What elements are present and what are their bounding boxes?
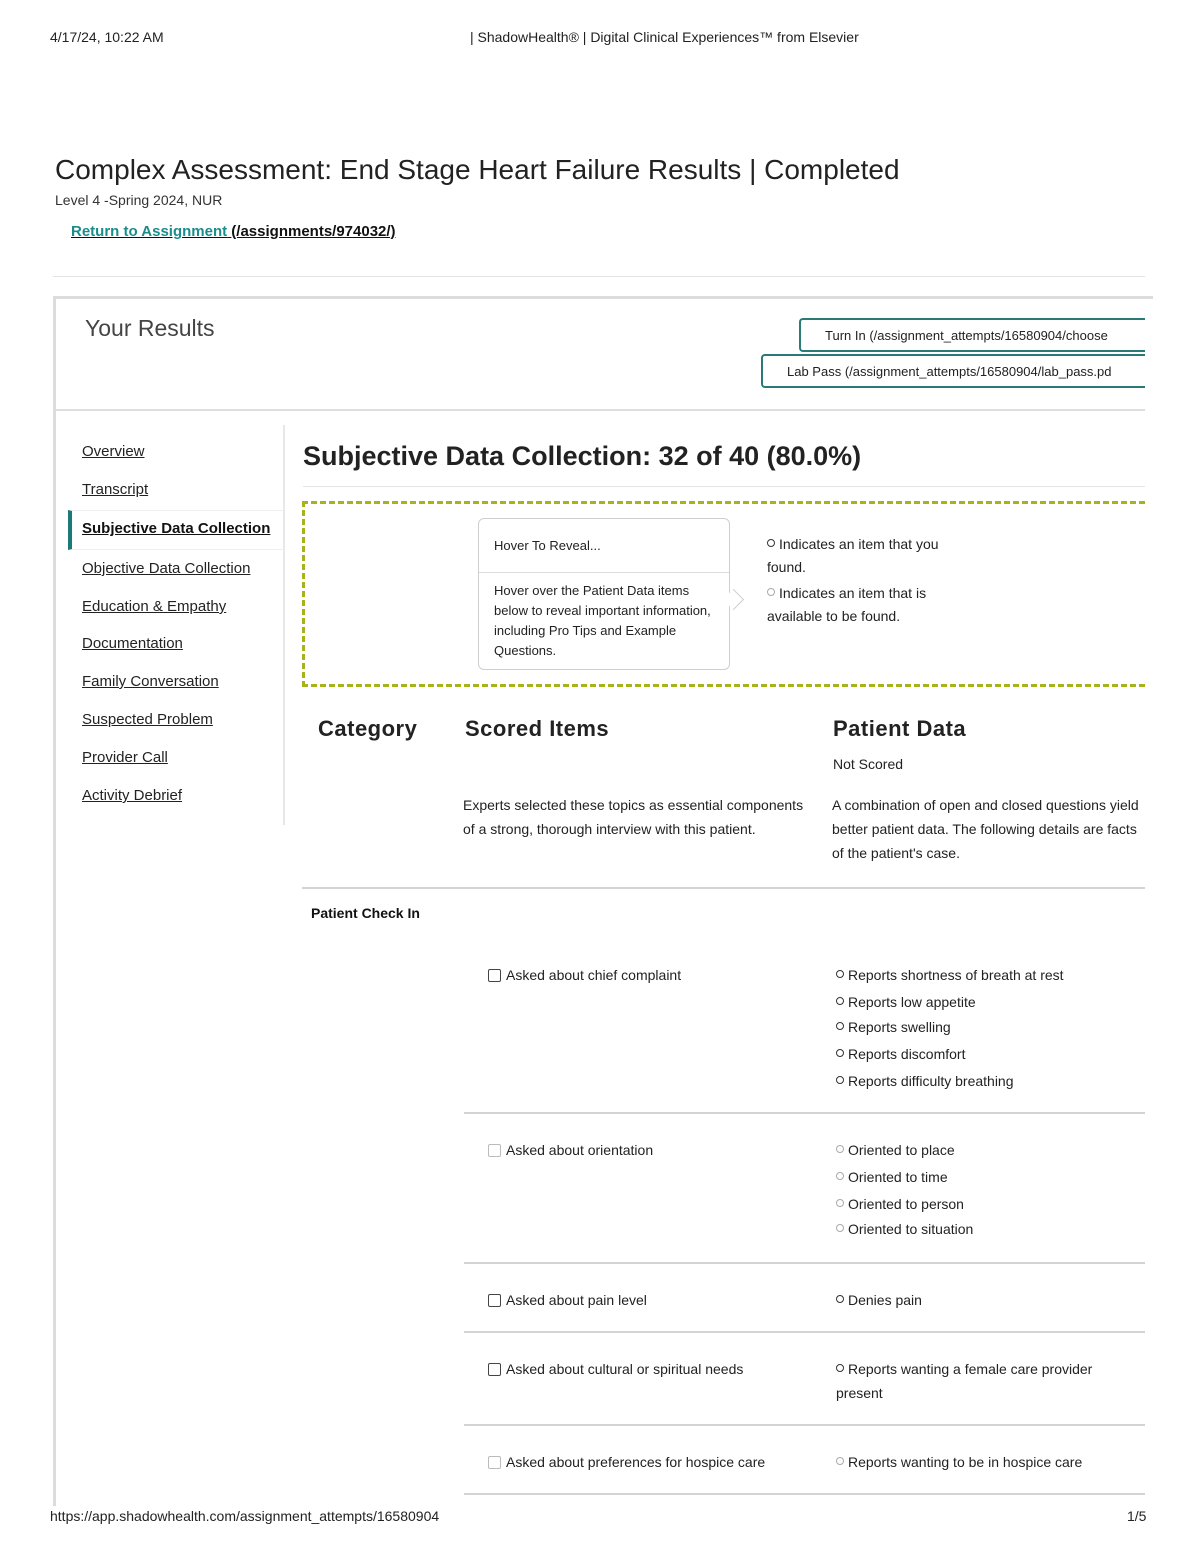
sidebar-item-suspected-problem[interactable]: Suspected Problem: [82, 711, 213, 728]
found-dot-icon: [836, 1022, 844, 1030]
scored-item-pain-level: [488, 1292, 647, 1308]
scored-item-label: Asked about preferences for hospice care: [506, 1454, 766, 1470]
sidebar-item-family-conversation[interactable]: Family Conversation: [82, 673, 219, 690]
lab-pass-button[interactable]: Lab Pass (/assignment_attempts/16580904/lab_pass.pd: [761, 354, 1145, 388]
patient-data-text: Reports swelling: [848, 1019, 951, 1035]
checkbox-icon: [488, 969, 501, 982]
section-title: Subjective Data Collection: 32 of 40 (80.0%): [303, 441, 862, 471]
patient-data-item[interactable]: [836, 1292, 922, 1308]
available-dot-icon: [836, 1199, 844, 1207]
patient-data-text: Reports wanting to be in hospice care: [848, 1454, 1083, 1470]
column-header-category: Category: [318, 716, 418, 741]
legend-available-text: Indicates an item that is available to be found.: [767, 585, 927, 624]
patient-data-text: Oriented to person: [848, 1196, 964, 1212]
sidebar-divider: [283, 425, 285, 825]
scored-item-cultural-spiritual-needs: [488, 1361, 743, 1377]
patient-data-item[interactable]: [836, 1142, 955, 1158]
sidebar-item-education-empathy[interactable]: Education & Empathy: [82, 598, 227, 615]
scored-item-label: Asked about orientation: [506, 1142, 654, 1158]
sidebar-item-objective-data-collection[interactable]: Objective Data Collection: [82, 560, 251, 577]
table-header-divider: [302, 887, 1145, 889]
card-divider: [56, 409, 1145, 411]
found-dot-icon: [836, 1049, 844, 1057]
found-dot-icon: [836, 1076, 844, 1084]
patient-data-text: Reports low appetite: [848, 994, 976, 1010]
scored-item-label: Asked about pain level: [506, 1292, 647, 1308]
checkbox-icon: [488, 1144, 501, 1157]
patient-data-item[interactable]: [836, 1221, 973, 1237]
found-dot-icon: [836, 970, 844, 978]
legend-found-text: Indicates an item that you found.: [767, 536, 939, 575]
page-title: Complex Assessment: End Stage Heart Failure Results | Completed: [55, 154, 900, 185]
patient-data-text: Reports discomfort: [848, 1046, 966, 1062]
sidebar-item-documentation[interactable]: Documentation: [82, 635, 183, 652]
return-to-assignment-link[interactable]: [71, 223, 396, 240]
sidebar-item-overview[interactable]: Overview: [82, 443, 145, 460]
patient-data-text: Reports wanting a female care provider present: [836, 1361, 1093, 1401]
patient-data-item[interactable]: [836, 1454, 1082, 1470]
print-url: https://app.shadowhealth.com/assignment_attempts/16580904: [50, 1508, 440, 1524]
legend-available: [767, 582, 942, 628]
available-dot-icon: [767, 588, 775, 596]
checkbox-icon: [488, 1456, 501, 1469]
scored-item-chief-complaint: [488, 967, 681, 983]
return-link-href[interactable]: (/assignments/974032/): [231, 223, 396, 240]
patient-data-item[interactable]: [836, 1357, 1136, 1405]
print-date: 4/17/24, 10:22 AM: [50, 29, 164, 45]
legend-found: [767, 533, 942, 579]
column-header-patient-data: Patient Data: [833, 716, 967, 741]
patient-data-item[interactable]: [836, 1019, 951, 1035]
results-card: [53, 296, 1153, 1506]
row-divider: [464, 1493, 1145, 1495]
patient-data-item[interactable]: [836, 1046, 965, 1062]
row-divider: [464, 1262, 1145, 1264]
header-divider: [53, 276, 1145, 277]
tooltip-body: Hover over the Patient Data items below to reveal important information, including Pro Tips and Example Questions.: [494, 583, 711, 658]
available-dot-icon: [836, 1145, 844, 1153]
tooltip-heading: Hover To Reveal...: [494, 538, 601, 553]
print-page-title: | ShadowHealth® | Digital Clinical Experiences™ from Elsevier: [470, 29, 859, 45]
patient-data-text: Reports difficulty breathing: [848, 1073, 1014, 1089]
not-scored-label: Not Scored: [833, 756, 904, 772]
sidebar-item-activity-debrief[interactable]: Activity Debrief: [82, 787, 183, 804]
sidebar-item-subjective-data-collection-label[interactable]: Subjective Data Collection: [82, 520, 271, 537]
found-dot-icon: [836, 997, 844, 1005]
scored-item-label: Asked about chief complaint: [506, 967, 682, 983]
patient-data-text: Denies pain: [848, 1292, 922, 1308]
print-page-number: 1/5: [1127, 1508, 1147, 1524]
column-header-scored-items: Scored Items: [465, 716, 610, 741]
patient-data-item[interactable]: [836, 1169, 948, 1185]
sidebar-item-provider-call[interactable]: Provider Call: [82, 749, 168, 766]
your-results-heading: Your Results: [85, 315, 215, 341]
checkbox-icon: [488, 1294, 501, 1307]
patient-data-text: Oriented to place: [848, 1142, 955, 1158]
section-divider: [303, 486, 1145, 487]
patient-data-item[interactable]: [836, 994, 976, 1010]
course-subtitle: Level 4 -Spring 2024, NUR: [55, 192, 223, 208]
patient-data-description: A combination of open and closed questions yield better patient data. The following details are facts of the patient's case.: [832, 797, 1139, 861]
row-divider: [464, 1112, 1145, 1114]
found-dot-icon: [836, 1295, 844, 1303]
scored-items-description: Experts selected these topics as essential components of a strong, thorough interview with this patient.: [463, 797, 804, 837]
tooltip-divider: [479, 572, 729, 573]
category-patient-check-in: Patient Check In: [311, 905, 420, 921]
checkbox-icon: [488, 1363, 501, 1376]
scored-item-label: Asked about cultural or spiritual needs: [506, 1361, 744, 1377]
patient-data-text: Oriented to situation: [848, 1221, 974, 1237]
patient-data-text: Oriented to time: [848, 1169, 948, 1185]
found-dot-icon: [836, 1364, 844, 1372]
patient-data-item[interactable]: [836, 1196, 964, 1212]
return-link-text[interactable]: Return to Assignment: [71, 223, 228, 240]
scored-item-orientation: [488, 1142, 653, 1158]
available-dot-icon: [836, 1172, 844, 1180]
patient-data-item[interactable]: [836, 967, 1064, 983]
scored-item-hospice-preferences: [488, 1454, 765, 1470]
available-dot-icon: [836, 1457, 844, 1465]
patient-data-item[interactable]: [836, 1073, 1014, 1089]
row-divider: [464, 1424, 1145, 1426]
sidebar-item-transcript[interactable]: Transcript: [82, 481, 149, 498]
row-divider: [464, 1331, 1145, 1333]
found-dot-icon: [767, 539, 775, 547]
available-dot-icon: [836, 1224, 844, 1232]
patient-data-text: Reports shortness of breath at rest: [848, 967, 1064, 983]
turn-in-button[interactable]: Turn In (/assignment_attempts/16580904/choose: [799, 318, 1145, 352]
